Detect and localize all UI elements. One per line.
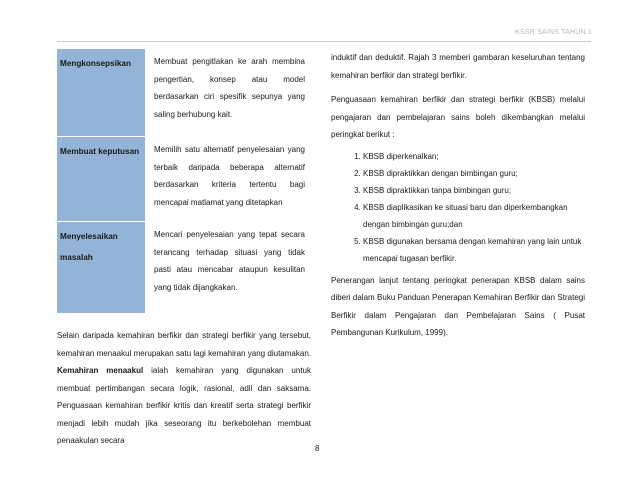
table-row — [57, 137, 311, 222]
term-cell: Mengkonsepsikan — [57, 49, 145, 137]
page-header-title: KSSR SAINS TAHUN 1 — [515, 29, 592, 36]
description-cell: Mencari penyelesaian yang tepat secara terancang terhadap situasi yang tidak pasti atau mencabar ataupun kesulitan yang tidak dijangkakan. — [154, 230, 305, 292]
paragraph-text: Selain daripada kemahiran berfikir dan strategi berfikir yang tersebut, kemahiran menaakul merupakan satu lagi kemahiran yang diutamakan. — [57, 331, 311, 358]
term-cell: Menyelesaikan masalah — [57, 222, 145, 314]
list-item: 5. KBSB digunakan bersama dengan kemahiran yang lain untuk mencapai tugasan berfikir. — [363, 233, 585, 267]
header-divider — [57, 41, 591, 42]
bold-term: Kemahiran menaakul — [57, 366, 144, 375]
paragraph: induktif dan deduktif. Rajah 3 memberi gambaran keseluruhan tentang kemahiran berfikir dan strategi berfikir. — [331, 53, 585, 80]
kbsb-stage-list — [331, 148, 585, 267]
list-item: 2. KBSB dipraktikkan dengan bimbingan guru; — [363, 165, 585, 182]
reasoning-paragraph — [57, 327, 311, 450]
thinking-skills-table — [57, 49, 311, 314]
table-row — [57, 49, 311, 137]
paragraph-text: ialah kemahiran yang digunakan untuk membuat pertimbangan secara logik, rasional, adil dan saksama. Penguasaan kemahiran berfikir kritis dan kreatif serta strategi berfikir menjadi lebih mudah jika seseorang itu berkebolehan membuat penaakulan secara — [57, 366, 311, 445]
table-row — [57, 222, 311, 314]
list-item: 1. KBSB diperkenalkan; — [363, 148, 585, 165]
term-cell: Membuat keputusan — [57, 137, 145, 222]
list-item: 3. KBSB dipraktikkan tanpa bimbingan guru; — [363, 182, 585, 199]
paragraph: Penguasaan kemahiran berfikir dan strategi berfikir (KBSB) melalui pengajaran dan pembelajaran sains boleh dikembangkan melalui peringkat berikut : — [331, 95, 585, 139]
page-number: 8 — [315, 444, 320, 453]
description-cell: Membuat pengitlakan ke arah membina pengertian, konsep atau model berdasarkan ciri spesifik sepunya yang saling berhubung kait. — [154, 57, 305, 119]
right-column — [331, 49, 585, 342]
list-item: 4. KBSB diaplikasikan ke situasi baru dan diperkembangkan dengan bimbingan guru;dan — [363, 199, 585, 233]
paragraph: Penerangan lanjut tentang peringkat penerapan KBSB dalam sains diberi dalam Buku Panduan Penerapan Kemahiran Berfikir dan Strategi Berfikir dalam Pengajaran dan Pembelajaran Sains ( Pusat Pembangunan Kurikulum, 1999). — [331, 275, 585, 337]
description-cell: Memilih satu alternatif penyelesaian yang terbaik daripada beberapa alternatif berdasarkan kriteria tertentu bagi mencapai matlamat yang ditetapkan — [154, 145, 305, 207]
